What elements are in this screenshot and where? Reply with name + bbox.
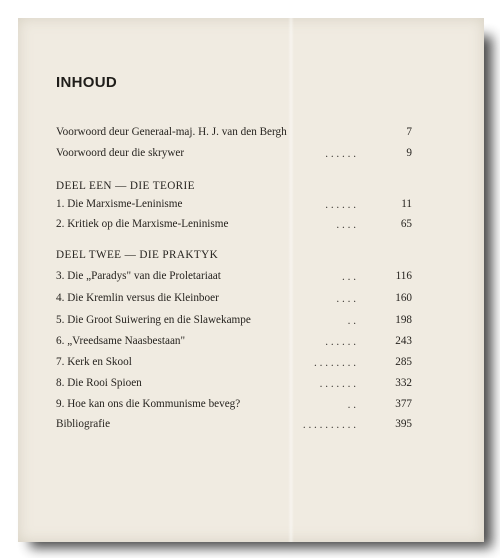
toc-entry-page: 395 [395, 418, 412, 430]
toc-entry-page: 160 [395, 292, 412, 304]
toc-entry-title: Voorwoord deur Generaal-maj. H. J. van den Bergh [56, 126, 287, 138]
toc-leader-dots: . . . . . . [325, 148, 356, 160]
toc-entry-page: 243 [395, 335, 412, 347]
toc-leader-dots: . . . . . . [325, 199, 356, 211]
toc-entry [56, 377, 412, 393]
toc-leader-dots: . . . . [336, 293, 356, 305]
toc-entry [56, 126, 412, 142]
toc-entry [56, 335, 412, 351]
toc-leader-dots: . . . [342, 271, 356, 283]
toc-leader-dots: . . [347, 399, 356, 411]
toc-leader-dots: . . . . . . . [319, 378, 356, 390]
toc-leader-dots: . . . . . . . . . . [302, 419, 356, 431]
toc-entry-title: 9. Hoe kan ons die Kommunisme beveg? [56, 398, 241, 410]
toc-leader-dots: . . . . [336, 219, 356, 231]
toc-entry-title: 2. Kritiek op die Marxisme-Leninisme [56, 218, 229, 230]
toc-entry [56, 292, 412, 308]
toc-entry-page: 198 [395, 314, 412, 326]
toc-entry-page: 7 [406, 126, 412, 138]
toc-entry-title: 3. Die „Paradys" van die Proletariaat [56, 270, 221, 282]
toc-entry-title: 6. „Vreedsame Naasbestaan" [56, 335, 186, 347]
section-heading-part-2: DEEL TWEE — DIE PRAKTYK [56, 249, 219, 261]
toc-entry-page: 65 [400, 218, 412, 230]
toc-entry-title: 1. Die Marxisme-Leninisme [56, 198, 183, 210]
toc-leader-dots: . . . . . . . . [314, 357, 356, 369]
toc-entry [56, 356, 412, 372]
toc-entry-title: 5. Die Groot Suiwering en die Slawekampe [56, 314, 251, 326]
toc-entry-page: 332 [395, 377, 412, 389]
section-heading-part-1: DEEL EEN — DIE TEORIE [56, 180, 195, 192]
toc-entry [56, 198, 412, 214]
toc-entry-page: 285 [395, 356, 412, 368]
toc-entry [56, 218, 412, 234]
toc-entry-title: 4. Die Kremlin versus die Kleinboer [56, 292, 219, 304]
toc-entry [56, 398, 412, 414]
toc-entry [56, 270, 412, 286]
toc-entry-page: 11 [401, 198, 412, 210]
toc-entry [56, 147, 412, 163]
toc-entry [56, 314, 412, 330]
toc-entry-bibliography [56, 418, 412, 434]
toc-entry-title: Bibliografie [56, 418, 111, 430]
toc-entry-page: 116 [395, 270, 412, 282]
toc-entry-title: 7. Kerk en Skool [56, 356, 132, 368]
toc-leader-dots: . . . . . . [325, 336, 356, 348]
toc-leader-dots: . . [347, 315, 356, 327]
toc-entry-page: 377 [395, 398, 412, 410]
toc-heading: INHOUD [56, 74, 117, 91]
toc-entry-title: 8. Die Rooi Spioen [56, 377, 142, 389]
toc-entry-page: 9 [406, 147, 412, 159]
toc-entry-title: Voorwoord deur die skrywer [56, 147, 185, 159]
